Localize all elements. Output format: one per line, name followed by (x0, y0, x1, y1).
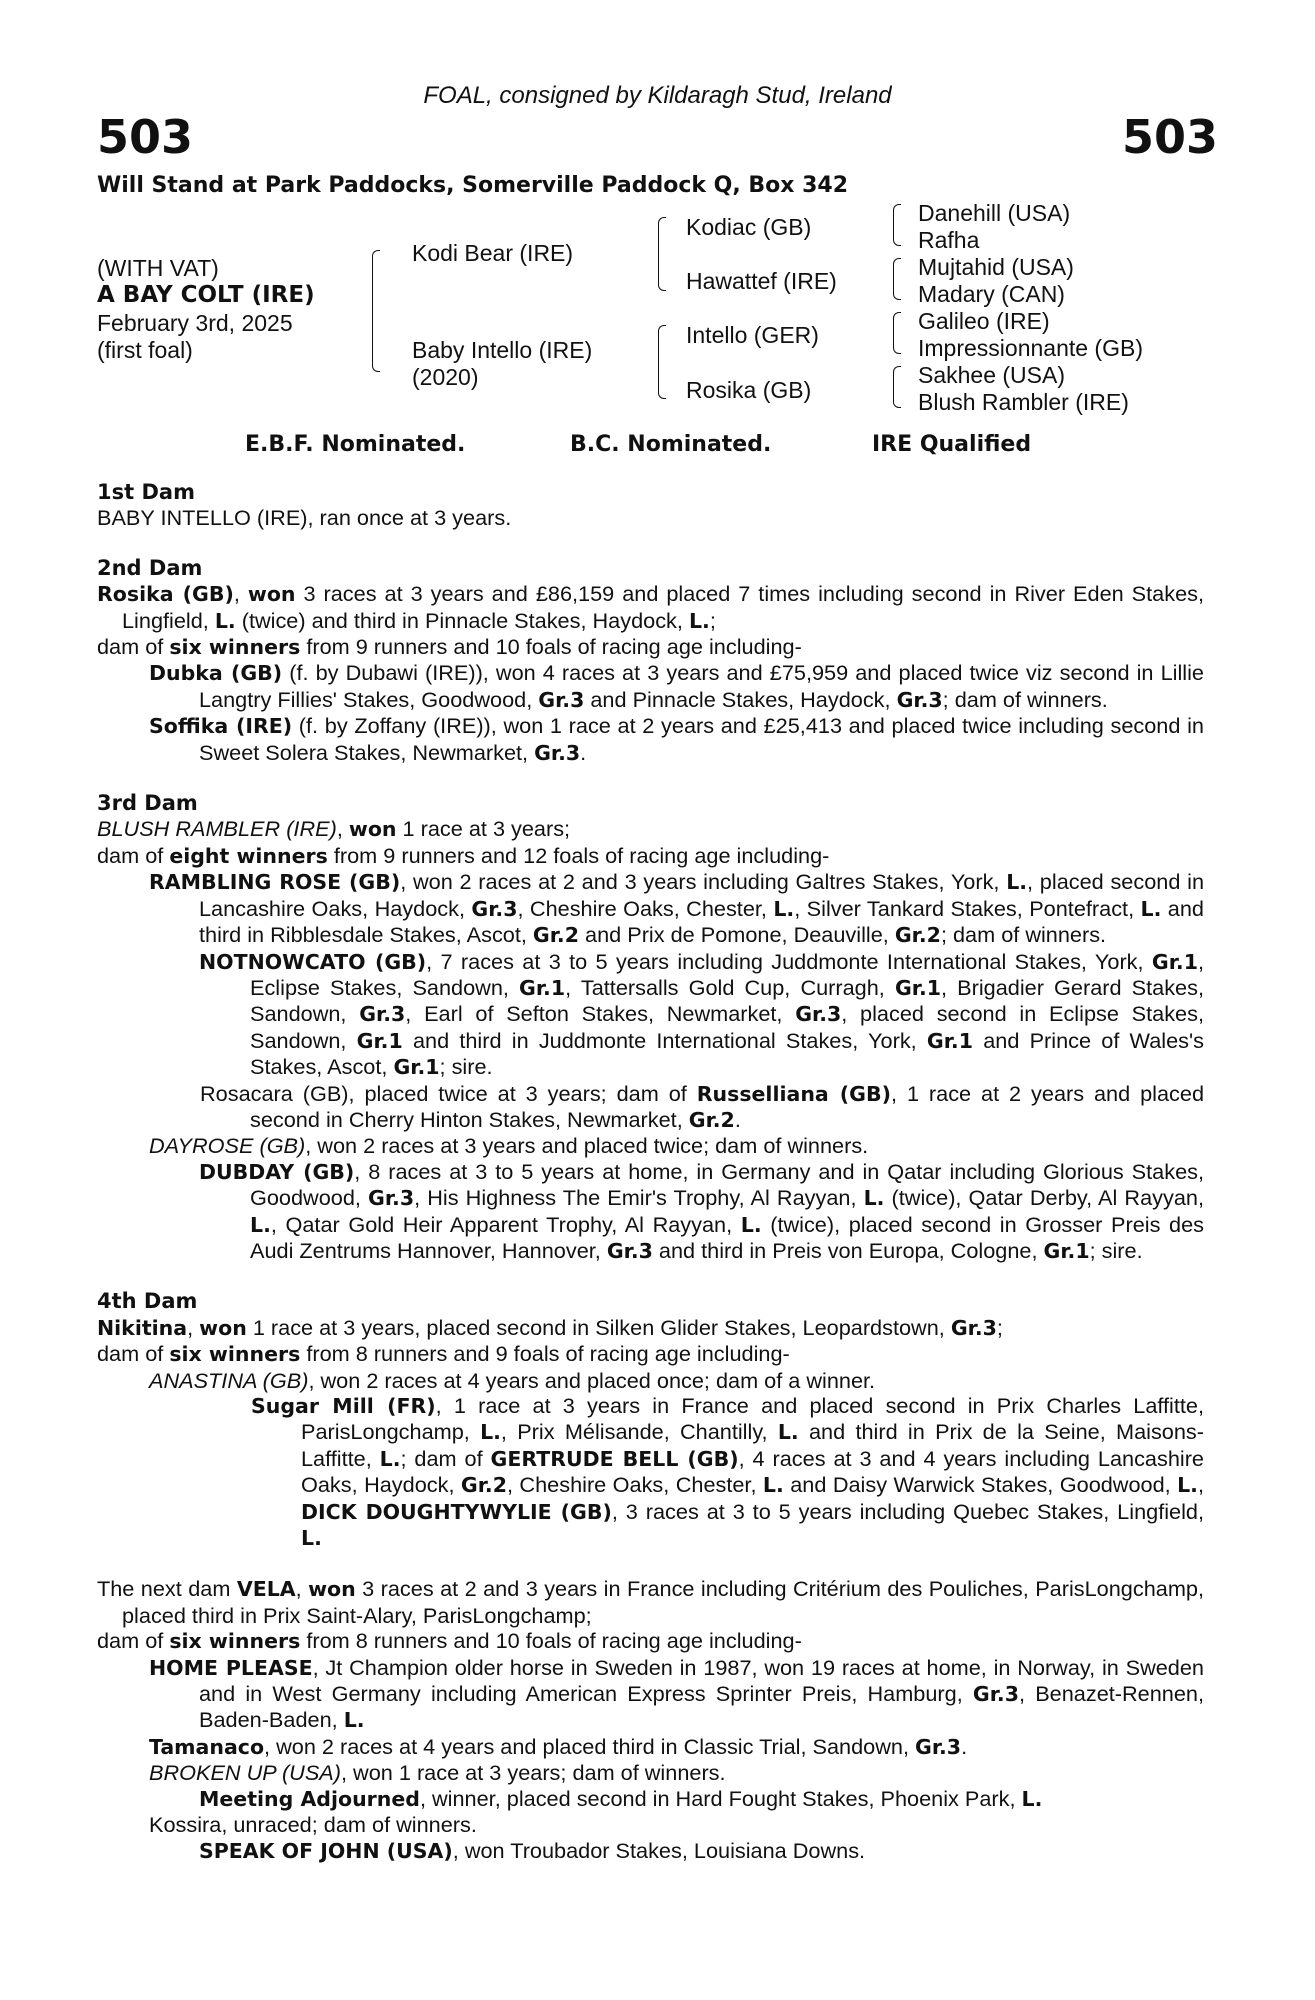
dam-dam: Rosika (GB) (686, 377, 812, 403)
ire-qualified: IRE Qualified (872, 432, 1032, 457)
ebf-nominated: E.B.F. Nominated. (245, 432, 466, 457)
third-dam-heading: 3rd Dam (97, 791, 198, 816)
sire-dam: Hawattef (IRE) (686, 268, 837, 294)
first-dam-text: BABY INTELLO (IRE), ran once at 3 years. (97, 505, 512, 531)
sugar-mill-entry: Sugar Mill (FR), 1 race at 3 years in France and placed second in Prix Charles Laffitte, ParisLongchamp, L., Prix Mélisande, Chantilly, L. and third in Prix de la Seine, Maisons-Laffitte, L.; dam of GERTRUDE BELL (GB), 4 races at 3 and 4 years including Lancashire Oaks, Haydock, Gr.2, Cheshire Oaks, Chester, L. and Daisy Warwick Stakes, Goodwood, L., DICK DOUGHTYWYLIE (GB), 3 races at 3 to 5 years including Quebec Stakes, Lingfield, L. (251, 1393, 1205, 1551)
nikitina-entry: Nikitina, won 1 race at 3 years, placed second in Silken Glider Stakes, Leopardstown, Gr.3; (97, 1314, 1003, 1340)
catalogue-body (97, 480, 1204, 1864)
notnowcato-entry: NOTNOWCATO (GB), 7 races at 3 to 5 years including Juddmonte International Stakes, York, Gr.1, Eclipse Stakes, Sandown, Gr.1, Tattersalls Gold Cup, Curragh, Gr.1, Brigadier Gerard Stakes, Sandown, Gr.3, Earl of Sefton Stakes, Newmarket, Gr.3, placed second in Eclipse Stakes, Sandown, Gr.1 and third in Juddmonte International Stakes, York, Gr.1 and Prince of Wales's Stakes, Ascot, Gr.1; sire. (199, 948, 1204, 1080)
lot-number-left: 503 (97, 110, 194, 164)
dayrose-entry: DAYROSE (GB), won 2 races at 3 years and placed twice; dam of winners. (149, 1133, 869, 1159)
rambling-rose-entry: RAMBLING ROSE (GB), won 2 races at 2 and 3 years including Galtres Stakes, York, L., placed second in Lancashire Oaks, Haydock, Gr.3, Cheshire Oaks, Chester, L., Silver Tankard Stakes, Pontefract, L. and third in Ribblesdale Stakes, Ascot, Gr.2 and Prix de Pomone, Deauville, Gr.2; dam of winners. (149, 869, 1205, 948)
pedigree-brace (893, 258, 901, 300)
rosacara-entry: Rosacara (GB), placed twice at 3 years; dam of Russelliana (GB), 1 race at 2 years and placed second in Cherry Hinton Stakes, Newmarket, Gr.2. (200, 1080, 1205, 1132)
rosika-produce-summary: dam of six winners from 9 runners and 10 foals of racing age including- (97, 634, 802, 660)
first-dam-heading: 1st Dam (97, 480, 195, 504)
pedigree-brace (372, 250, 380, 372)
gen3-dam-sire-dam: Impressionnante (GB) (918, 335, 1143, 361)
pedigree-brace (893, 204, 901, 246)
stand-location: Will Stand at Park Paddocks, Somerville Paddock Q, Box 342 (97, 173, 849, 198)
gen3-dam-dam-sire: Sakhee (USA) (918, 362, 1066, 388)
blush-rambler-produce-summary: dam of eight winners from 9 runners and 12 foals of racing age including- (97, 842, 830, 868)
dam-sire: Intello (GER) (686, 322, 819, 348)
lot-number-right: 503 (1121, 110, 1218, 164)
home-please-entry: HOME PLEASE, Jt Champion older horse in Sweden in 1987, won 19 races at home, in Norway, in Sweden and in West Germany including American Express Sprinter Preis, Hamburg, Gr.3, Benazet-Rennen, Baden-Baden, L. (149, 1654, 1204, 1733)
gen3-sire-dam-sire: Mujtahid (USA) (918, 254, 1074, 280)
horse-name: A BAY COLT (IRE) (97, 282, 315, 308)
consignment-line: FOAL, consigned by Kildaragh Stud, Ireland (423, 82, 892, 109)
pedigree-brace (893, 312, 901, 354)
gen3-sire-sire-dam: Rafha (918, 227, 980, 253)
broken-up-entry: BROKEN UP (USA), won 1 race at 3 years; dam of winners. (149, 1760, 726, 1786)
pedigree-brace (893, 366, 901, 408)
kossira-entry: Kossira, unraced; dam of winners. (149, 1812, 477, 1838)
bc-nominated: B.C. Nominated. (570, 432, 772, 457)
nikitina-produce-summary: dam of six winners from 8 runners and 9 foals of racing age including- (97, 1341, 790, 1367)
gen3-dam-dam-dam: Blush Rambler (IRE) (918, 389, 1129, 415)
speak-of-john-entry: SPEAK OF JOHN (USA), won Troubador Stakes, Louisiana Downs. (199, 1837, 866, 1863)
dubday-entry: DUBDAY (GB), 8 races at 3 to 5 years at home, in Germany and in Qatar including Glorious Stakes, Goodwood, Gr.3, His Highness The Emir's Trophy, Al Rayyan, L. (twice), Qatar Derby, Al Rayyan, L., Qatar Gold Heir Apparent Trophy, Al Rayyan, L. (twice), placed second in Grosser Preis des Audi Zentrums Hannover, Hannover, Gr.3 and third in Preis von Europa, Cologne, Gr.1; sire. (199, 1158, 1204, 1263)
soffika-entry: Soffika (IRE) (f. by Zoffany (IRE)), won 1 race at 2 years and £25,413 and placed twice including second in Sweet Solera Stakes, Newmarket, Gr.3. (149, 713, 1204, 765)
rosika-entry: Rosika (GB), won 3 races at 3 years and £86,159 and placed 7 times including second in River Eden Stakes, Lingfield, L. (twice) and third in Pinnacle Stakes, Haydock, L.; (97, 581, 1204, 633)
dubka-entry: Dubka (GB) (f. by Dubawi (IRE)), won 4 races at 3 years and £75,959 and placed twice viz second in Lillie Langtry Fillies' Stakes, Goodwood, Gr.3 and Pinnacle Stakes, Haydock, Gr.3; dam of winners. (149, 660, 1204, 712)
vat-note: (WITH VAT) (97, 255, 219, 281)
gen3-sire-sire-sire: Danehill (USA) (918, 200, 1071, 226)
meeting-adjourned-entry: Meeting Adjourned, winner, placed second in Hard Fought Stakes, Phoenix Park, L. (199, 1785, 1043, 1811)
dam: Baby Intello (IRE) (412, 337, 593, 363)
foal-note: (first foal) (97, 337, 193, 363)
vela-entry: The next dam VELA, won 3 races at 2 and 3 years in France including Critérium des Pouliches, ParisLongchamp, placed third in Prix Saint-Alary, ParisLongchamp; (97, 1576, 1204, 1628)
second-dam-heading: 2nd Dam (97, 555, 203, 580)
tamanaco-entry: Tamanaco, won 2 races at 4 years and placed third in Classic Trial, Sandown, Gr.3. (149, 1733, 968, 1759)
fourth-dam-heading: 4th Dam (97, 1289, 198, 1314)
pedigree-brace (658, 325, 666, 399)
sire-sire: Kodiac (GB) (686, 214, 812, 240)
foaling-date: February 3rd, 2025 (97, 310, 293, 336)
blush-rambler-entry: BLUSH RAMBLER (IRE), won 1 race at 3 years; (97, 816, 571, 842)
gen3-dam-sire-sire: Galileo (IRE) (918, 308, 1050, 334)
vela-produce-summary: dam of six winners from 8 runners and 10 foals of racing age including- (97, 1628, 802, 1654)
pedigree-brace (658, 217, 666, 291)
dam-year: (2020) (412, 364, 479, 390)
gen3-sire-dam-dam: Madary (CAN) (918, 281, 1065, 307)
anastina-entry: ANASTINA (GB), won 2 races at 4 years and placed once; dam of a winner. (149, 1367, 876, 1393)
sire: Kodi Bear (IRE) (412, 240, 574, 266)
